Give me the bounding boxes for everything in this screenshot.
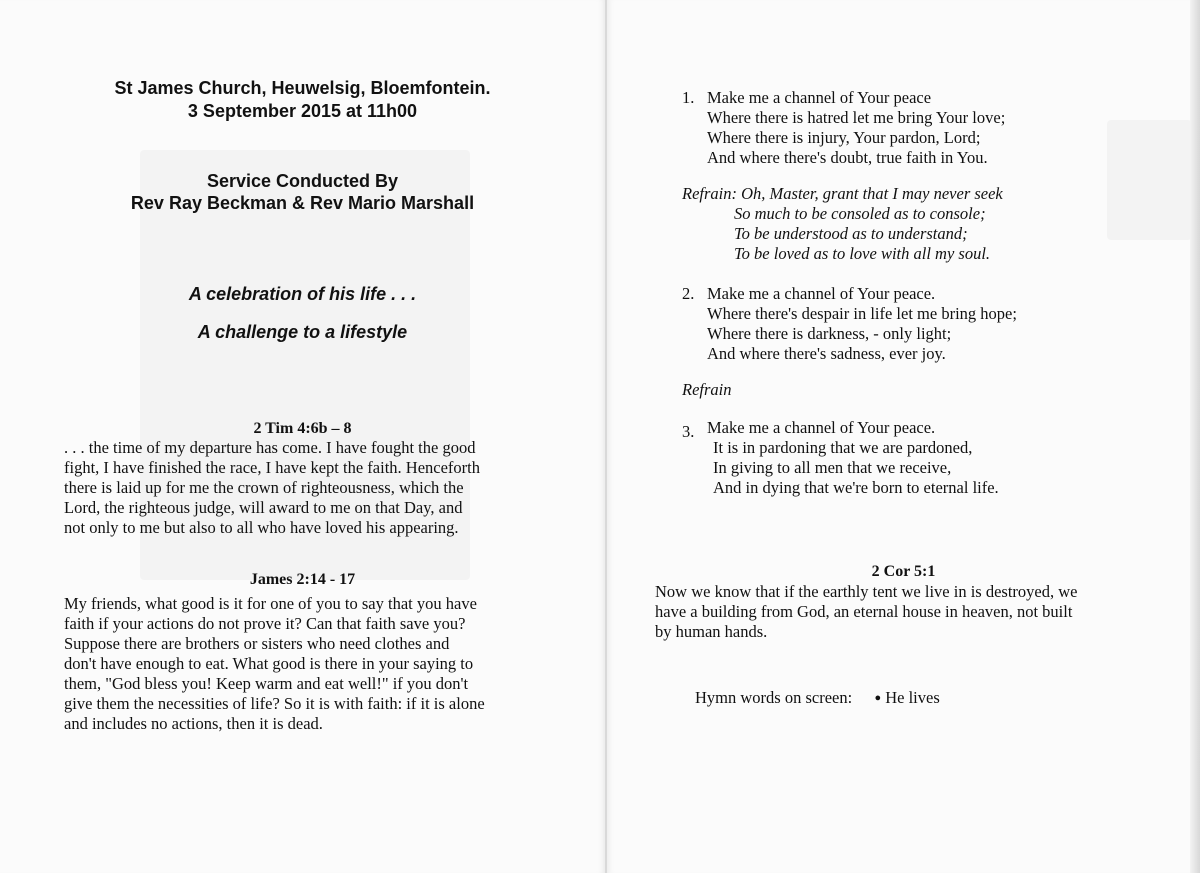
reading-line: My friends, what good is it for one of you to say that you have: [64, 594, 477, 613]
page-edge: [1190, 0, 1200, 873]
reading-line: give them the necessities of life? So it is with faith: if it is alone: [64, 694, 485, 713]
hymn-verse-3: [682, 418, 999, 498]
reading-line: fight, I have finished the race, I have kept the faith. Henceforth: [64, 458, 480, 477]
reading-text-james: [64, 594, 546, 734]
reading-line: not only to me but also to all who have loved his appearing.: [64, 518, 459, 537]
hymn-screen-item: He lives: [885, 688, 940, 707]
verse-line: And where there's doubt, true faith in You.: [707, 148, 988, 167]
reading-line: Suppose there are brothers or sisters who need clothes and: [64, 634, 450, 653]
reading-line: . . . the time of my departure has come. I have fought the good: [64, 438, 476, 457]
reading-title-james: James 2:14 - 17: [249, 571, 356, 588]
verse-number: 3.: [682, 422, 695, 441]
hymn-refrain: [682, 184, 1003, 264]
verse-number: 2.: [682, 284, 695, 303]
conducted-by-label: Service Conducted By: [206, 171, 399, 191]
verse-line: And where there's sadness, ever joy.: [707, 344, 946, 363]
hymn-screen-line: [695, 688, 940, 708]
reading-line: there is laid up for me the crown of righteousness, which the: [64, 478, 464, 497]
service-date: 3 September 2015 at 11h00: [187, 101, 418, 121]
ministers-line: Rev Ray Beckman & Rev Mario Marshall: [130, 193, 475, 213]
reading-line: by human hands.: [655, 622, 768, 641]
verse-line: Where there is injury, Your pardon, Lord;: [707, 128, 981, 147]
reading-title-2cor: 2 Cor 5:1: [871, 563, 936, 580]
verse-line: Where there is darkness, - only light;: [707, 324, 952, 343]
reading-line: and includes no actions, then it is dead.: [64, 714, 323, 733]
refrain-first-line: Refrain: Oh, Master, grant that I may never seek: [682, 184, 1003, 203]
reading-text-2tim: [64, 438, 546, 538]
refrain-line: So much to be consoled as to console;: [734, 204, 986, 223]
reading-title-2tim: 2 Tim 4:6b – 8: [253, 420, 352, 437]
verse-line: Where there's despair in life let me bring hope;: [707, 304, 1017, 323]
verse-number: 1.: [682, 88, 695, 107]
verse-line: Make me a channel of Your peace.: [707, 418, 936, 437]
hymn-screen-label: Hymn words on screen:: [695, 688, 853, 707]
church-line: St James Church, Heuwelsig, Bloemfontein.: [114, 78, 491, 98]
verse-line: Make me a channel of Your peace: [707, 88, 932, 107]
reading-line: Now we know that if the earthly tent we live in is destroyed, we: [655, 582, 1078, 601]
verse-line: And in dying that we're born to eternal life.: [713, 478, 999, 497]
refrain-label: Refrain: [682, 380, 732, 399]
tagline-challenge: A challenge to a lifestyle: [197, 322, 408, 342]
reading-text-2cor: [655, 582, 1148, 642]
verse-line: Where there is hatred let me bring Your love;: [707, 108, 1006, 127]
show-through-text-block: [1107, 120, 1192, 240]
reading-line: have a building from God, an eternal house in heaven, not built: [655, 602, 1073, 621]
reading-line: don't have enough to eat. What good is there in your saying to: [64, 654, 474, 673]
right-page: [607, 0, 1200, 873]
bullet-icon: ●: [874, 692, 882, 704]
refrain-line: To be understood as to understand;: [734, 224, 968, 243]
tagline-celebration: A celebration of his life . . .: [188, 284, 417, 304]
reading-line: Lord, the righteous judge, will award to me on that Day, and: [64, 498, 463, 517]
refrain-line: To be loved as to love with all my soul.: [734, 244, 991, 263]
reading-line: faith if your actions do not prove it? Can that faith save you?: [64, 614, 466, 633]
hymn-verse-2: [682, 284, 1017, 364]
verse-line: Make me a channel of Your peace.: [707, 284, 936, 303]
hymn-verse-1: [682, 88, 1005, 168]
verse-line: It is in pardoning that we are pardoned,: [713, 438, 973, 457]
reading-line: them, "God bless you! Keep warm and eat well!" if you don't: [64, 674, 469, 693]
verse-line: In giving to all men that we receive,: [713, 458, 952, 477]
